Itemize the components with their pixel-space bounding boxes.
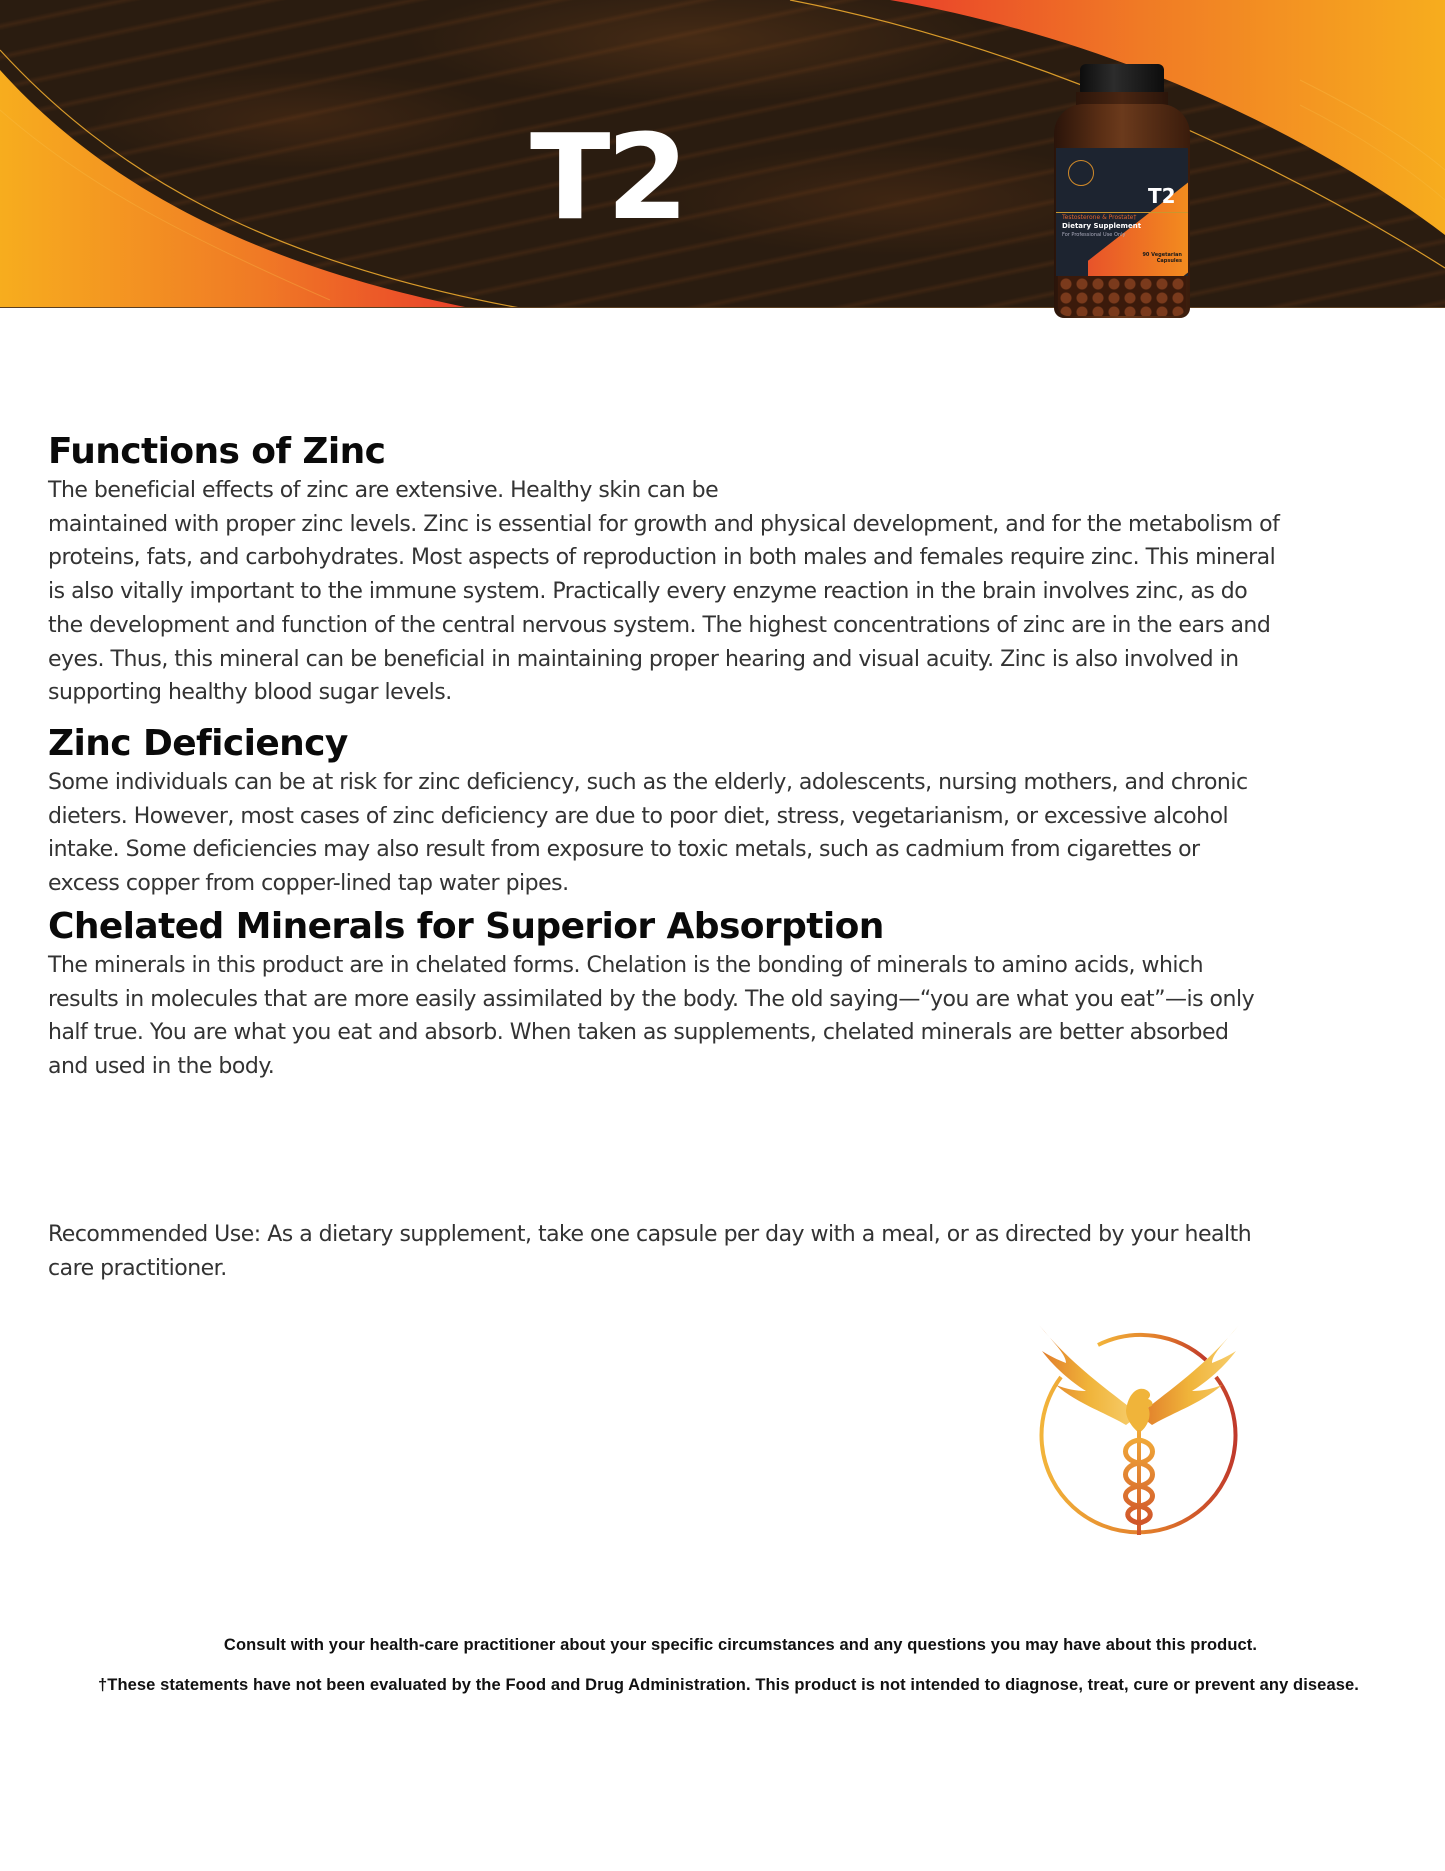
text-line: eyes. Thus, this mineral can be beneficial in maintaining proper hearing and visual acuity. Zinc is also involved in: [48, 646, 1239, 672]
text-line: maintained with proper zinc levels. Zinc is essential for growth and physical development, and for the metabolism of: [48, 511, 1280, 537]
section-body: [48, 474, 1279, 710]
text-line: The beneficial effects of zinc are extensive. Healthy skin can be: [48, 478, 719, 503]
bottle-cap: [1080, 64, 1164, 94]
section-zinc-deficiency: [48, 722, 1248, 901]
text-line: excess copper from copper-lined tap water pipes.: [48, 871, 569, 897]
label-tagline: Testosterone & Prostate†: [1062, 214, 1137, 221]
text-line: half true. You are what you eat and absorb. When taken as supplements, chelated minerals are better absorbed: [48, 1020, 1229, 1046]
label-product-name: T2: [1148, 184, 1176, 208]
section-heading: Functions of Zinc: [48, 431, 386, 472]
phoenix-caduceus-icon: [1036, 1315, 1242, 1545]
section-body: [48, 766, 1248, 901]
bottle-capsules: [1058, 276, 1186, 316]
text-line: is also vitally important to the immune system. Practically every enzyme reaction in the brain involves zinc, as do: [48, 579, 1248, 605]
section-heading: Chelated Minerals for Superior Absorption: [48, 906, 884, 947]
text-line: supporting healthy blood sugar levels.: [48, 680, 452, 706]
banner-divider: [0, 307, 1445, 308]
text-line: and used in the body.: [48, 1054, 275, 1080]
text-line: the development and function of the central nervous system. The highest concentrations of zinc are in the ears and: [48, 612, 1271, 638]
label-count: 90 Vegetarian Capsules: [1142, 252, 1182, 264]
text-line: The minerals in this product are in chelated forms. Chelation is the bonding of minerals to amino acids, which: [48, 953, 1204, 978]
product-bottle-image: [1054, 64, 1190, 320]
section-heading: Zinc Deficiency: [48, 723, 348, 764]
fda-disclaimer: †These statements have not been evaluated by the Food and Drug Administration. This product is not intended to diagnose, treat, cure or prevent any disease.: [98, 1676, 1359, 1694]
label-logo-icon: [1068, 160, 1094, 186]
text-line: results in molecules that are more easily assimilated by the body. The old saying—“you are what you eat”—is only: [48, 986, 1255, 1012]
text-line: proteins, fats, and carbohydrates. Most aspects of reproduction in both males and females require zinc. This mineral: [48, 545, 1276, 571]
product-title: T2: [530, 108, 685, 246]
bottle-label: [1056, 148, 1188, 276]
label-divider: [1056, 212, 1188, 213]
label-usage-note: For Professional Use Only: [1062, 232, 1126, 238]
consult-notice: Consult with your health-care practitioner about your specific circumstances and any questions you may have about this product.: [223, 1636, 1258, 1654]
text-line: Some individuals can be at risk for zinc deficiency, such as the elderly, adolescents, nursing mothers, and chronic: [48, 770, 1248, 795]
header-banner: [0, 0, 1445, 308]
brand-logo: [1036, 1315, 1242, 1545]
text-line: intake. Some deficiencies may also result from exposure to toxic metals, such as cadmium from cigarettes or: [48, 837, 1200, 863]
text-line: Recommended Use: As a dietary supplement, take one capsule per day with a meal, or as directed by your health: [48, 1222, 1252, 1247]
text-line: dieters. However, most cases of zinc deficiency are due to poor diet, stress, vegetarianism, or excessive alcohol: [48, 803, 1229, 829]
text-line: care practitioner.: [48, 1255, 227, 1281]
section-chelated-minerals: [48, 905, 1254, 1084]
section-functions-of-zinc: [48, 430, 1279, 710]
label-type: Dietary Supplement: [1062, 222, 1142, 230]
section-body: [48, 949, 1254, 1084]
banner-wave-decoration: [0, 0, 1445, 308]
recommended-use-text: [48, 1218, 1251, 1285]
recommended-use: [48, 1218, 1251, 1285]
